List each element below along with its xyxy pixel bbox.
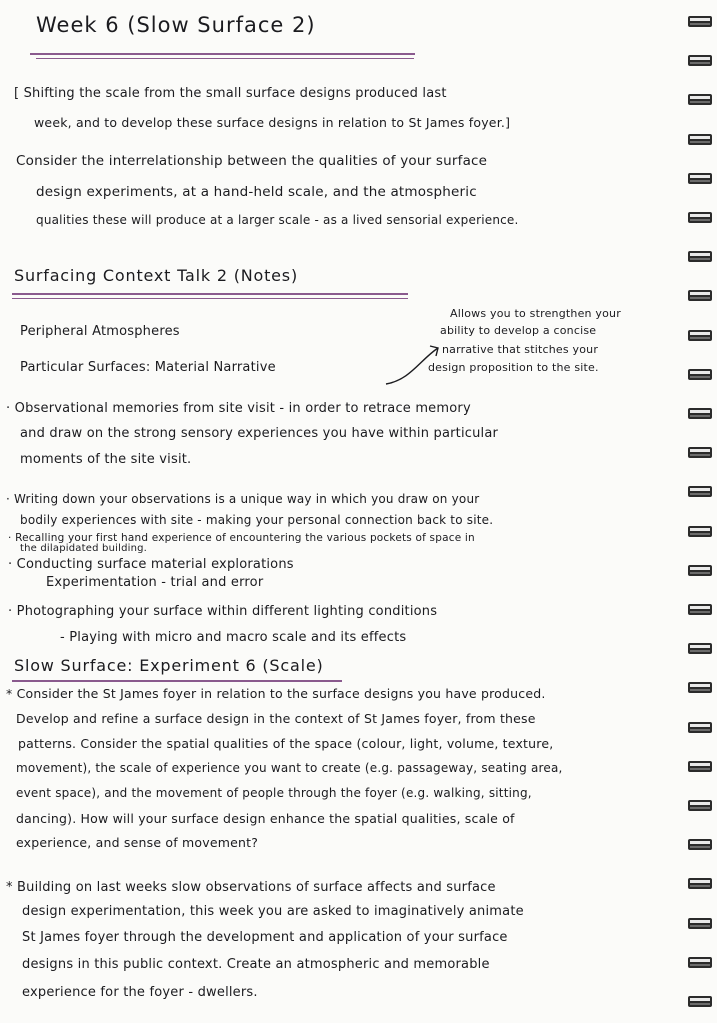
binding-ring-icon — [687, 171, 713, 187]
experiment-para2-line-2: design experimentation, this week you are asked to imaginatively animate — [22, 904, 524, 919]
bullet-line-3: moments of the site visit. — [20, 452, 192, 467]
binding-ring-icon — [687, 798, 713, 814]
binding-ring-icon — [687, 524, 713, 540]
section-heading-experiment: Slow Surface: Experiment 6 (Scale) — [14, 656, 324, 675]
page-title: Week 6 (Slow Surface 2) — [36, 13, 316, 37]
binding-ring-icon — [687, 876, 713, 892]
binding-ring-icon — [687, 484, 713, 500]
title-underline-2 — [36, 58, 414, 59]
experiment-para2-line-5: experience for the foyer - dwellers. — [22, 985, 258, 1000]
binding-ring-icon — [687, 92, 713, 108]
binding-ring-icon — [687, 994, 713, 1010]
experiment-para1-line-2: Develop and refine a surface design in the context of St James foyer, from these — [16, 711, 536, 726]
binding-ring-icon — [687, 602, 713, 618]
bullet-line-11: - Playing with micro and macro scale and its effects — [60, 630, 407, 645]
binding-ring-icon — [687, 641, 713, 657]
binding-ring-icon — [687, 132, 713, 148]
bullet-line-9: Experimentation - trial and error — [46, 575, 264, 590]
intro-line-2: week, and to develop these surface designs in relation to St James foyer.] — [34, 115, 511, 130]
binding-ring-icon — [687, 759, 713, 775]
bullet-line-4: · Writing down your observations is a unique way in which you draw on your — [6, 492, 480, 506]
experiment-para1-line-1: * Consider the St James foyer in relation to the surface designs you have produced. — [6, 686, 546, 701]
binding-ring-icon — [687, 210, 713, 226]
note-item-peripheral: Peripheral Atmospheres — [20, 324, 180, 339]
experiment-para1-line-3: patterns. Consider the spatial qualities of the space (colour, light, volume, texture, — [18, 736, 554, 751]
side-note-line-3: narrative that stitches your — [442, 343, 599, 356]
binding-ring-icon — [687, 563, 713, 579]
experiment-para2-line-4: designs in this public context. Create an atmospheric and memorable — [22, 957, 490, 972]
note-item-particular: Particular Surfaces: Material Narrative — [20, 360, 276, 375]
bullet-line-7: the dilapidated building. — [20, 543, 148, 554]
experiment-para1-line-7: experience, and sense of movement? — [16, 835, 259, 850]
side-note-line-2: ability to develop a concise — [440, 324, 597, 337]
intro-line-1: [ Shifting the scale from the small surface designs produced last — [14, 86, 447, 101]
bullet-line-8: · Conducting surface material explorations — [8, 557, 294, 572]
binding-ring-icon — [687, 367, 713, 383]
bullet-line-10: · Photographing your surface within different lighting conditions — [8, 604, 438, 619]
bullet-line-2: and draw on the strong sensory experiences you have within particular — [20, 426, 499, 441]
title-underline — [30, 53, 415, 55]
binding-ring-icon — [687, 249, 713, 265]
binding-ring-icon — [687, 955, 713, 971]
annotation-arrow-icon — [380, 340, 450, 390]
experiment-para1-line-6: dancing). How will your surface design enhance the spatial qualities, scale of — [16, 811, 515, 826]
binding-ring-icon — [687, 328, 713, 344]
experiment-para2-line-3: St James foyer through the development and application of your surface — [22, 930, 508, 945]
experiment-para1-line-4: movement), the scale of experience you want to create (e.g. passageway, seating area, — [16, 761, 563, 775]
section-heading-underline-2 — [12, 298, 408, 299]
section-heading-underline — [12, 293, 408, 295]
binding-ring-icon — [687, 680, 713, 696]
binding-ring-icon — [687, 916, 713, 932]
binding-ring-icon — [687, 53, 713, 69]
intro-line-4: design experiments, at a hand-held scale, and the atmospheric — [36, 184, 477, 200]
intro-line-5: qualities these will produce at a larger scale - as a lived sensorial experience. — [36, 213, 519, 227]
side-note-line-1: Allows you to strengthen your — [450, 307, 621, 320]
side-note-line-4: design proposition to the site. — [428, 361, 599, 374]
binding-ring-icon — [687, 445, 713, 461]
bullet-line-5: bodily experiences with site - making your personal connection back to site. — [20, 513, 494, 527]
experiment-para2-line-1: * Building on last weeks slow observations of surface affects and surface — [6, 880, 496, 895]
bullet-line-6: · Recalling your first hand experience of encountering the various pockets of space in — [8, 532, 475, 544]
intro-line-3: Consider the interrelationship between the qualities of your surface — [16, 153, 488, 169]
binding-ring-icon — [687, 14, 713, 30]
binding-ring-icon — [687, 837, 713, 853]
binding-ring-icon — [687, 406, 713, 422]
binding-ring-icon — [687, 288, 713, 304]
binding-ring-icon — [687, 720, 713, 736]
experiment-heading-underline — [12, 680, 342, 682]
experiment-para1-line-5: event space), and the movement of people through the foyer (e.g. walking, sitting, — [16, 786, 532, 800]
bullet-line-1: · Observational memories from site visit - in order to retrace memory — [6, 401, 471, 416]
section-heading-context-talk: Surfacing Context Talk 2 (Notes) — [14, 266, 298, 285]
